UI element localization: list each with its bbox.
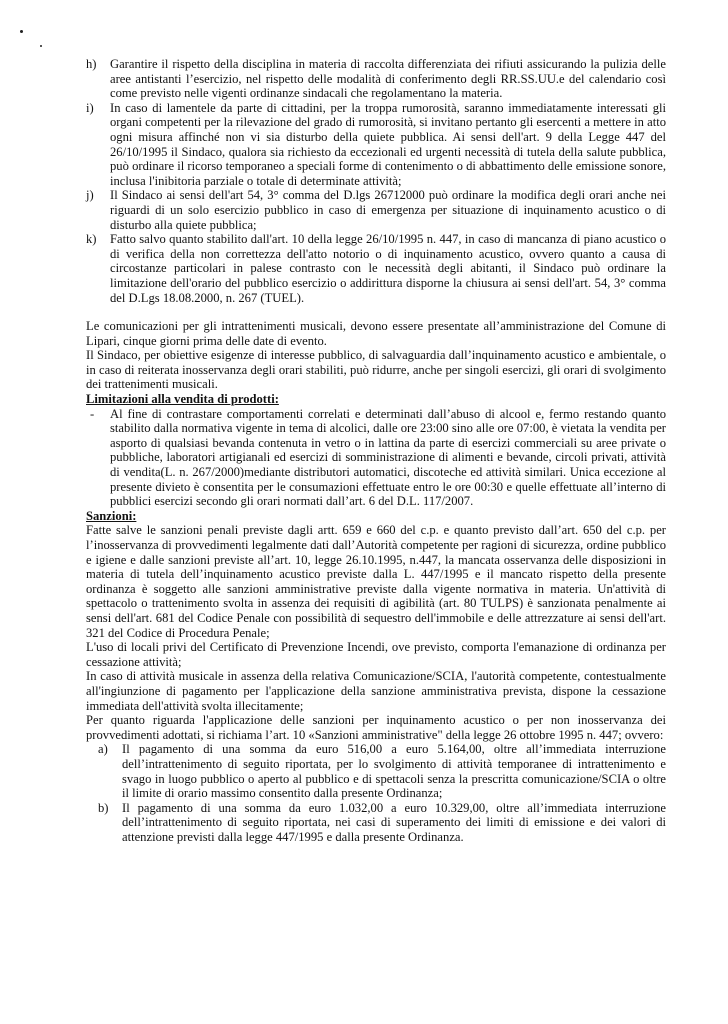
list-item-text: Garantire il rispetto della disciplina in materia di raccolta differenziata dei rifiuti assicurando la pulizia delle aree antistanti l’esercizio, nel rispetto delle modalità di conferimento degli RR.SS.UU.e del calendario così come previsto nelle vigenti ordinanze sindacali che regolamentano la materia.: [110, 57, 666, 101]
list-item-text: Il pagamento di una somma da euro 516,00 a euro 5.164,00, oltre all’immediata interruzione dell’intrattenimento di seguito riportata, per lo svolgimento di attività temporanee di intrattenimento e svago in luogo pubblico o aperto al pubblico e di spettacoli senza la prescritta comunicazione/SCIA o oltre il limite di orario massimo consentito dalla presente Ordinanza;: [122, 742, 666, 801]
document-body: [86, 57, 666, 844]
heading-sanzioni: Sanzioni:: [86, 508, 137, 523]
list-item: [86, 407, 666, 509]
paragraph-sanzioni: In caso di attività musicale in assenza della relativa Comunicazione/SCIA, l'autorità competente, contestualmente all'ingiunzione di pagamento per l'applicazione della sanzione amministrativa prevista, dispone la cessazione immediata dell'attività svolta illecitamente;: [86, 669, 666, 713]
list-item-label: a): [98, 742, 108, 757]
spacer: [86, 305, 666, 319]
paragraph-comunicazioni: Le comunicazioni per gli intrattenimenti musicali, devono essere presentate all’amministrazione del Comune di Lipari, cinque giorni prima delle date di evento.: [86, 319, 666, 348]
list-bottom: [86, 742, 666, 844]
list-item-label: b): [98, 800, 109, 815]
list-item-label: k): [86, 232, 97, 247]
list-item-text: In caso di lamentele da parte di cittadini, per la troppa rumorosità, saranno immediatamente interessati gli organi competenti per la rilevazione del grado di rumorosità, si invitano pertanto gli esercenti a mettere in atto ogni misura affinché non vi sia disturbo della quiete pubblica. Ai sensi dell'art. 9 della Legge 447 del 26/10/1995 il Sindaco, qualora sia richiesto da eccezionali ed urgenti necessità di tutela della salute pubblica, può ordinare il ricorso temporaneo a speciali forme di contenimento o di abbattimento delle emissione sonore, inclusa l'inibitoria parziale o totale di determinate attività;: [110, 100, 666, 188]
list-item: [86, 188, 666, 232]
paragraph-sindaco: Il Sindaco, per obiettive esigenze di interesse pubblico, di salvaguardia dall’inquinamento acustico e ambientale, o in caso di reiterata inosservanza degli orari stabiliti, può ridurre, anche per singoli esercizi, gli orari di svolgimento dei trattenimenti musicali.: [86, 348, 666, 392]
scan-speck: [20, 30, 23, 33]
list-item: [86, 101, 666, 189]
list-item-text: Fatto salvo quanto stabilito dall'art. 10 della legge 26/10/1995 n. 447, in caso di mancanza di piano acustico o di verifica della non correttezza dell'atto notorio o di inquinamento acustico, ovvero quanto a causa di circostanze particolari in palese contrasto con le necessità degli abitanti, il Sindaco può ordinare la limitazione dell'orario del pubblico esercizio o addirittura disporne la chiusura ai sensi dell'art. 54, 3° comma del D.Lgs 18.08.2000, n. 267 (TUEL).: [110, 232, 666, 305]
paragraph-sanzioni: Per quanto riguarda l'applicazione delle sanzioni per inquinamento acustico o per non inosservanza dei provvedimenti adottati, si richiama l’art. 10 «Sanzioni amministrative" della legge 26 ottobre 1995 n. 447; ovvero:: [86, 713, 666, 742]
list-item: [98, 742, 666, 800]
list-item: [86, 57, 666, 101]
list-item-label: h): [86, 57, 97, 71]
list-item-label: i): [86, 100, 94, 115]
list-item-text: Il Sindaco ai sensi dell'art 54, 3° comma del D.lgs 26712000 può ordinare la modifica degli orari anche nei riguardi di un solo esercizio pubblico in caso di emergenza per situazione di inquinamento acustico o di disturbo alla quiete pubblica;: [110, 188, 666, 232]
heading-limitazioni: Limitazioni alla vendita di prodotti:: [86, 392, 279, 407]
scan-speck: [40, 45, 42, 47]
list-item: [98, 801, 666, 845]
list-item-label: j): [86, 188, 94, 203]
list-item-text: Il pagamento di una somma da euro 1.032,00 a euro 10.329,00, oltre all’immediata interruzione dell’intrattenimento di seguito riportata, nei casi di superamento dei limiti di emissione e dei valori di attenzione previsti dalla legge 447/1995 e dalla presente Ordinanza.: [122, 800, 666, 844]
list-item: [86, 232, 666, 305]
list-top: [86, 57, 666, 305]
paragraph-sanzioni: Fatte salve le sanzioni penali previste dagli artt. 659 e 660 del c.p. e quanto previsto dall’art. 650 del c.p. per l’inosservanza di provvedimenti legalmente dati dall’Autorità competente per ragioni di sicurezza, ordine pubblico e igiene e dalle sanzioni previste all’art. 10, legge 26.10.1995, n.447, la mancata osservanza delle disposizioni in materia di tutela dell’inquinamento acustico previste dalla L. 447/1995 e il mancato rispetto della presente ordinanza è soggetto alle sanzioni amministrative previste dalla vigente normativa in materia. Un'attività di spettacolo o trattenimento svolta in assenza dei requisiti di agibilità (art. 80 TULPS) è sanzionata penalmente ai sensi dell'art. 681 del Codice Penale con possibilità di sequestro dell'immobile e delle attrezzature ai sensi dell'art. 321 del Codice di Procedura Penale;: [86, 523, 666, 640]
bullet: -: [90, 406, 95, 421]
paragraph-sanzioni: L'uso di locali privi del Certificato di Prevenzione Incendi, ove previsto, comporta l'emanazione di ordinanza per cessazione attività;: [86, 640, 666, 669]
list-item-text: Al fine di contrastare comportamenti correlati e determinati dall’abuso di alcool e, fermo restando quanto stabilito dalla normativa vigente in tema di alcolici, dalle ore 23:00 sino alle ore 07:00, è vietata la vendita per asporto di qualsiasi bevanda contenuta in vetro o in lattina da parte di esercizi commerciali su aree private o pubbliche, laboratori artigianali ed esercizi di somministrazione di alimenti e bevande, circoli privati, attività di vendita(L. n. 267/2000)mediante distributori automatici, discoteche ed attività similari. Unica eccezione al presente divieto è consentita per le consumazioni effettuate entro le ore 00:30 e quelle effettuate all’interno di pubblici esercizi secondo gli orari normati dall’art. 6 del D.L. 117/2007.: [110, 406, 666, 509]
